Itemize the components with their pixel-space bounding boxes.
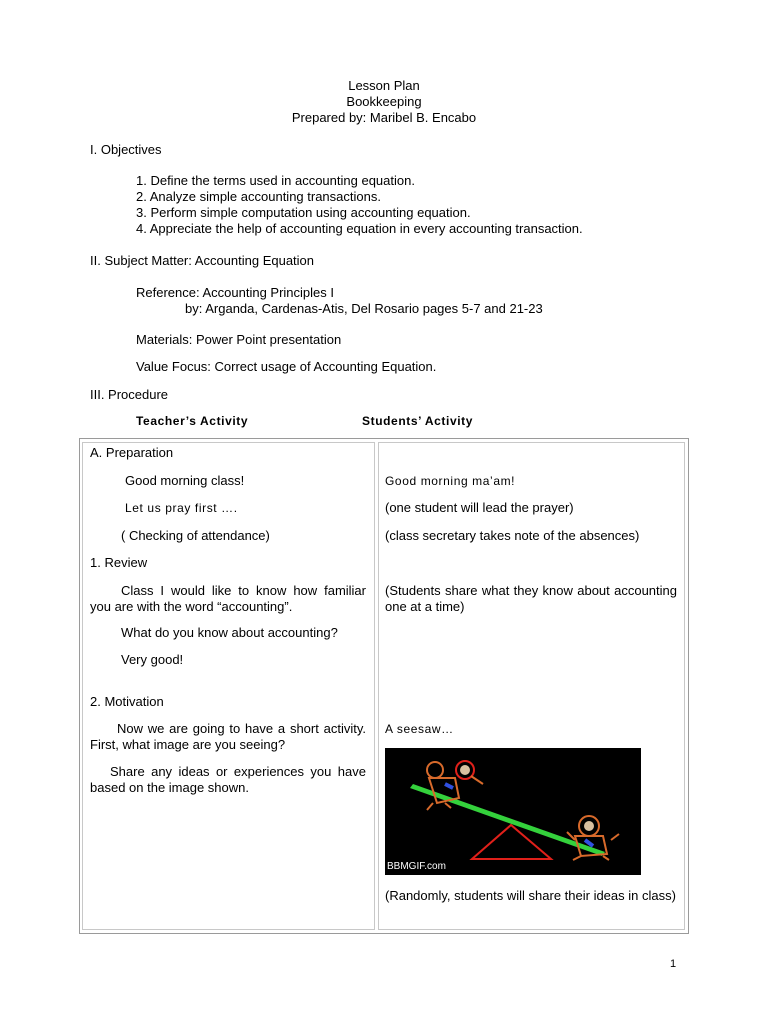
preparation-heading: A. Preparation	[90, 445, 174, 460]
students-activity-header: Students’ Activity	[362, 414, 474, 428]
subject-matter-heading: II. Subject Matter: Accounting Equation	[90, 253, 315, 268]
document-author: Prepared by: Maribel B. Encabo	[291, 110, 477, 125]
document-subject: Bookkeeping	[346, 94, 422, 109]
document-title: Lesson Plan	[348, 78, 420, 93]
teacher-activity-header: Teacher’s Activity	[136, 414, 249, 428]
seesaw-illustration	[385, 748, 641, 875]
students-secretary: (class secretary takes note of the absences)	[385, 528, 640, 543]
students-share-knowledge: (Students share what they know about accounting one at a time)	[385, 583, 677, 614]
objective-item: 1. Define the terms used in accounting equation.	[136, 173, 415, 188]
objective-item: 2. Analyze simple accounting transactions.	[136, 189, 381, 204]
procedure-heading: III. Procedure	[90, 387, 169, 402]
students-seesaw-answer: A seesaw…	[385, 722, 454, 736]
teacher-greeting: Good morning class!	[125, 473, 245, 488]
teacher-motivation-question: Now we are going to have a short activity. First, what image are you seeing?	[90, 721, 366, 752]
seesaw-image	[385, 748, 641, 875]
teacher-very-good: Very good!	[121, 652, 184, 667]
materials: Materials: Power Point presentation	[136, 332, 342, 347]
seesaw-plank	[410, 784, 605, 856]
teacher-review-question: Class I would like to know how familiar you are with the word “accounting”.	[90, 583, 366, 614]
value-focus: Value Focus: Correct usage of Accounting Equation.	[136, 359, 437, 374]
teacher-attendance: ( Checking of attendance)	[121, 528, 270, 543]
teacher-share-prompt: Share any ideas or experiences you have based on the image shown.	[90, 764, 366, 795]
motivation-heading: 2. Motivation	[90, 694, 164, 709]
objective-item: 3. Perform simple computation using accounting equation.	[136, 205, 471, 220]
objectives-heading: I. Objectives	[90, 142, 162, 157]
review-heading: 1. Review	[90, 555, 148, 570]
students-greeting: Good morning ma’am!	[385, 474, 516, 488]
image-watermark-caption: BBMGIF.com	[387, 861, 446, 872]
right-gingerbread-figure	[567, 816, 619, 860]
reference: Reference: Accounting Principles I	[136, 285, 334, 300]
objective-item: 4. Appreciate the help of accounting equation in every accounting transaction.	[136, 221, 583, 236]
teacher-pray: Let us pray first ….	[125, 501, 238, 515]
page-number: 1	[670, 958, 677, 970]
students-random-share: (Randomly, students will share their ideas in class)	[385, 888, 676, 903]
teacher-what-know: What do you know about accounting?	[121, 625, 338, 640]
reference-authors: by: Arganda, Cardenas-Atis, Del Rosario pages 5-7 and 21-23	[185, 301, 543, 316]
students-prayer: (one student will lead the prayer)	[385, 500, 574, 515]
